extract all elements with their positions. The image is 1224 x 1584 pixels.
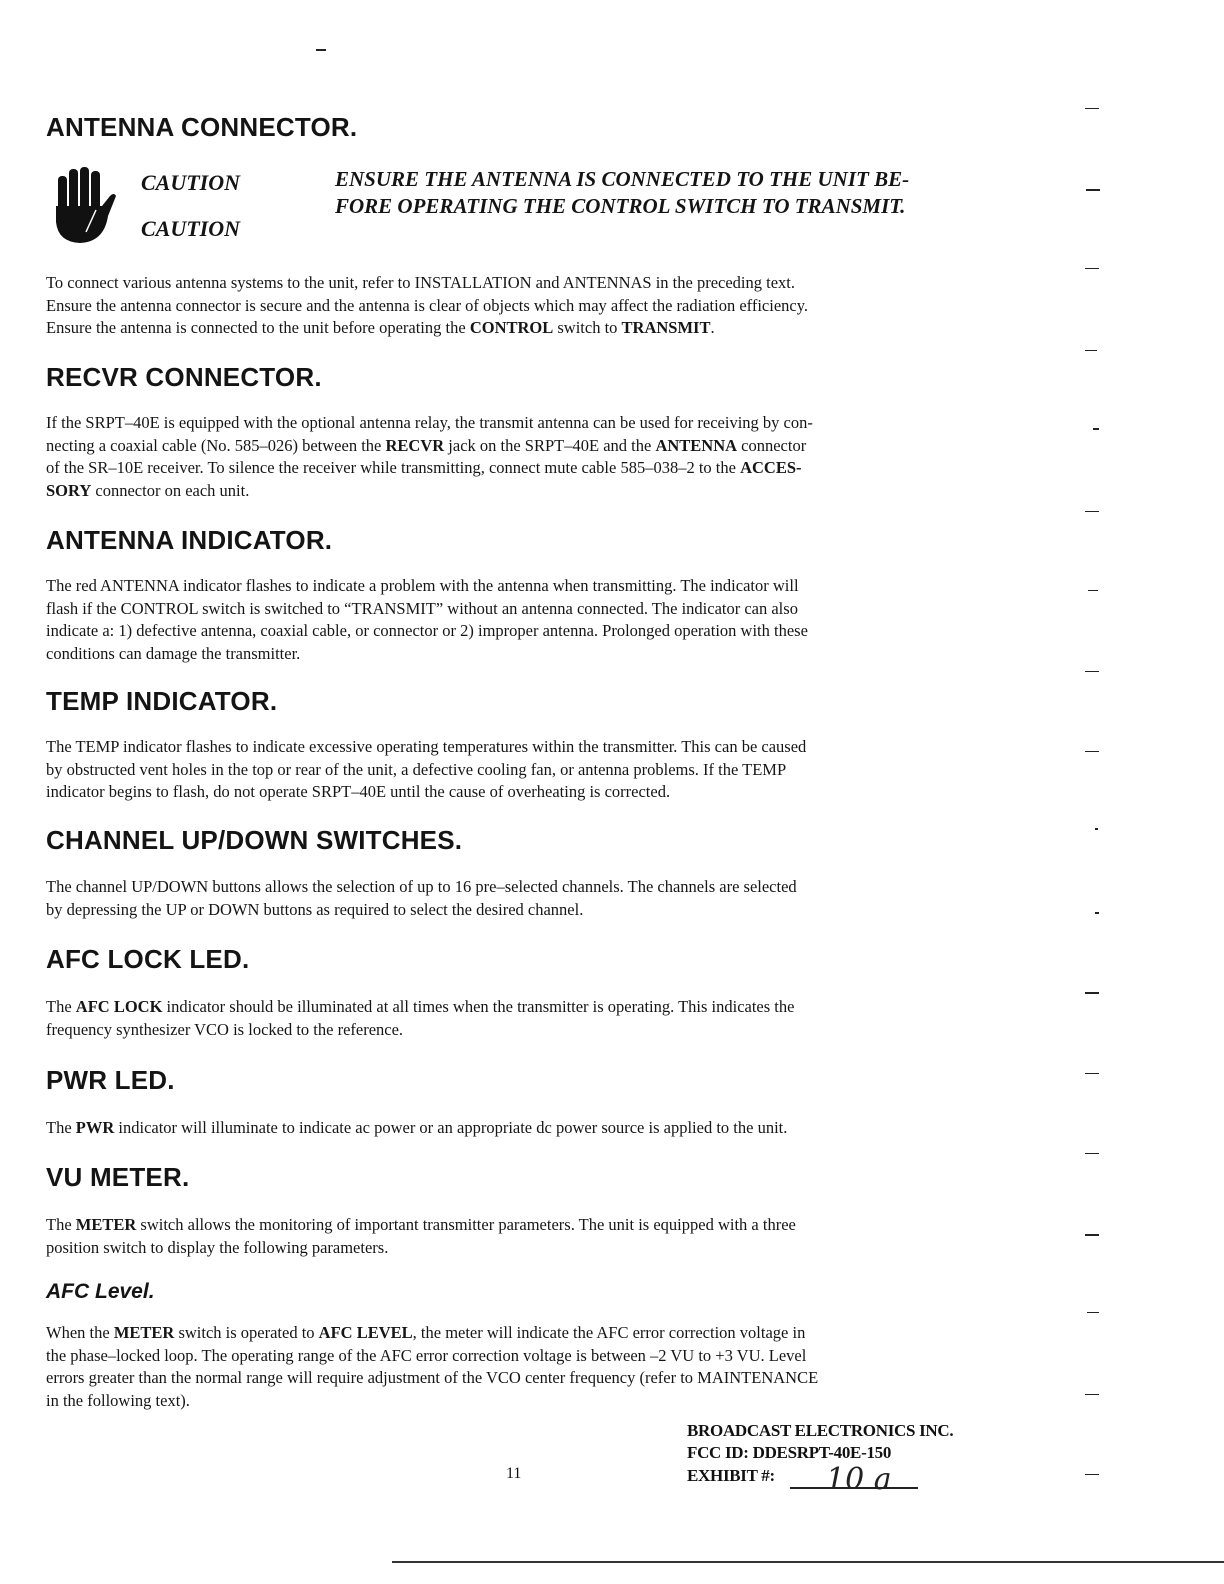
text-line: To connect various antenna systems to the unit, refer to INSTALLATION and ANTENNAS in the preceding text.: [46, 273, 796, 292]
antenna-connector-paragraph: [46, 272, 1006, 340]
text-line: The channel UP/DOWN buttons allows the selection of up to 16 pre–selected channels. The channels are selected: [46, 877, 797, 896]
footer-fcc-id: FCC ID: DDESRPT-40E-150: [687, 1443, 892, 1462]
text-line: Ensure the antenna is connected to the unit before operating the CONTROL switch to TRANSMIT.: [46, 318, 715, 337]
text-line: necting a coaxial cable (No. 585–026) between the RECVR jack on the SRPT–40E and the ANTENNA connector: [46, 435, 807, 455]
channel-switches-paragraph: [46, 876, 1006, 921]
text-line: flash if the CONTROL switch is switched to “TRANSMIT” without an antenna connected. The indicator can also: [46, 598, 798, 618]
scan-mark: [1085, 350, 1097, 351]
text-line: The red ANTENNA indicator flashes to indicate a problem with the antenna when transmitting. The indicator will: [46, 576, 799, 595]
scan-mark: [1085, 671, 1099, 672]
footer-exhibit-label: EXHIBIT #:: [687, 1466, 775, 1485]
heading-pwr-led: PWR LED.: [46, 1065, 175, 1095]
heading-antenna-connector: ANTENNA CONNECTOR.: [46, 112, 358, 142]
text-line: When the METER switch is operated to AFC LEVEL, the meter will indicate the AFC error correction voltage in: [46, 1323, 806, 1342]
heading-afc-level: AFC Level.: [46, 1280, 155, 1303]
scan-mark: [1087, 1312, 1099, 1313]
heading-recvr-connector: RECVR CONNECTOR.: [46, 362, 322, 392]
footer-company: BROADCAST ELECTRONICS INC.: [687, 1421, 954, 1440]
text-line: errors greater than the normal range will require adjustment of the VCO center frequency (refer to MAINTENANCE: [46, 1368, 819, 1387]
heading-channel-switches: CHANNEL UP/DOWN SWITCHES.: [46, 825, 463, 855]
heading-afc-lock-led: AFC LOCK LED.: [46, 944, 250, 974]
text-line: indicate a: 1) defective antenna, coaxial cable, or connector or 2) improper antenna. Prolonged operation with these: [46, 621, 808, 640]
antenna-indicator-paragraph: [46, 575, 1006, 665]
exhibit-handwritten-value: 10 a: [826, 1462, 892, 1497]
text-line: SORY connector on each unit.: [46, 480, 250, 500]
text-line: indicator begins to flash, do not operate SRPT–40E until the cause of overheating is corrected.: [46, 782, 671, 801]
caution-label-2: CAUTION: [141, 216, 241, 241]
text-line: The METER switch allows the monitoring of important transmitter parameters. The unit is equipped with a three: [46, 1215, 796, 1234]
text-line: of the SR–10E receiver. To silence the receiver while transmitting, connect mute cable 585–038–2 to the ACCES-: [46, 458, 802, 477]
pwr-led-paragraph: [46, 1117, 1006, 1140]
text-line: The PWR indicator will illuminate to indicate ac power or an appropriate dc power source is applied to the unit.: [46, 1118, 788, 1137]
scan-mark: [1095, 912, 1099, 914]
scan-mark: [1085, 108, 1099, 109]
scan-mark: [1085, 1234, 1099, 1236]
scan-mark: [1085, 1394, 1099, 1395]
text-line: position switch to display the following parameters.: [46, 1237, 389, 1257]
scan-mark: [1093, 428, 1099, 430]
hand-stop-icon: [50, 166, 116, 244]
scan-mark: [1085, 751, 1099, 752]
scan-mark: [1095, 828, 1098, 830]
caution-message-line-1: ENSURE THE ANTENNA IS CONNECTED TO THE UNIT BE-: [335, 167, 910, 191]
vu-meter-paragraph: [46, 1214, 1006, 1259]
afc-level-paragraph: [46, 1322, 1006, 1412]
scan-mark: [316, 49, 326, 51]
text-line: The TEMP indicator flashes to indicate excessive operating temperatures within the transmitter. This can be caused: [46, 737, 807, 756]
text-line: in the following text).: [46, 1390, 190, 1410]
scan-mark: [1085, 511, 1099, 512]
text-line: the phase–locked loop. The operating range of the AFC error correction voltage is between –2 VU to +3 VU. Level: [46, 1345, 807, 1365]
scan-mark: [1088, 590, 1098, 591]
temp-indicator-paragraph: [46, 736, 1006, 804]
text-line: The AFC LOCK indicator should be illuminated at all times when the transmitter is operating. This indicates the: [46, 997, 795, 1016]
text-line: If the SRPT–40E is equipped with the optional antenna relay, the transmit antenna can be used for receiving by con-: [46, 413, 813, 432]
text-line: conditions can damage the transmitter.: [46, 643, 301, 663]
afc-lock-led-paragraph: [46, 996, 1006, 1041]
text-line: by depressing the UP or DOWN buttons as required to select the desired channel.: [46, 899, 584, 919]
scan-mark: [1086, 189, 1100, 191]
scan-mark: [1085, 1474, 1099, 1475]
scan-mark: [1085, 1073, 1099, 1074]
heading-antenna-indicator: ANTENNA INDICATOR.: [46, 525, 333, 555]
text-line: by obstructed vent holes in the top or rear of the unit, a defective cooling fan, or antenna problems. If the TEMP: [46, 759, 787, 779]
caution-message: [335, 166, 975, 220]
text-line: Ensure the antenna connector is secure and the antenna is clear of objects which may affect the radiation efficiency.: [46, 295, 809, 315]
caution-label-1: CAUTION: [141, 170, 241, 195]
scan-bottom-rule: [392, 1561, 1224, 1563]
page-number: 11: [506, 1465, 522, 1482]
scan-mark: [1085, 1153, 1099, 1154]
heading-temp-indicator: TEMP INDICATOR.: [46, 686, 278, 716]
heading-vu-meter: VU METER.: [46, 1162, 190, 1192]
recvr-connector-paragraph: [46, 412, 1006, 502]
scan-mark: [1085, 992, 1099, 994]
caution-message-line-2: FORE OPERATING THE CONTROL SWITCH TO TRANSMIT.: [335, 194, 906, 218]
text-line: frequency synthesizer VCO is locked to the reference.: [46, 1019, 404, 1039]
scan-mark: [1085, 268, 1099, 269]
